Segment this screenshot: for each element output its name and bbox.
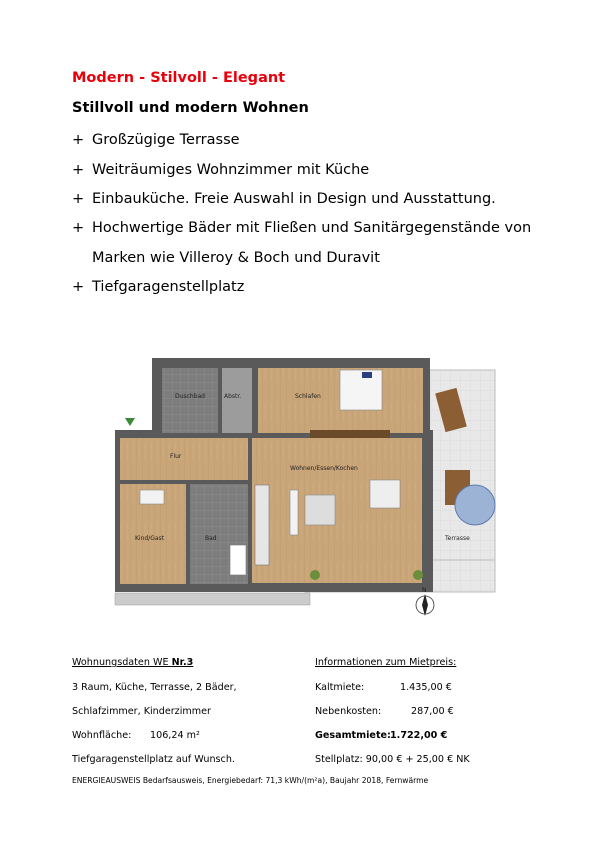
dining-table bbox=[305, 495, 335, 525]
feature-text: Einbauküche. Freie Auswahl in Design und Ausstattung. bbox=[92, 191, 496, 207]
kitchen-counter bbox=[255, 485, 269, 565]
energy-certificate: ENERGIEAUSWEIS Bedarfsausweis, Energiebedarf: 71,3 kWh/(m²a), Baujahr 2018, Fernwärme bbox=[72, 776, 429, 785]
room-label: Kind/Gast bbox=[135, 535, 165, 542]
extra-costs-label: Nebenkosten: bbox=[315, 706, 382, 717]
area-label: Wohnfläche: bbox=[72, 730, 132, 741]
railing bbox=[115, 593, 310, 605]
room-label: Bad bbox=[205, 535, 217, 542]
apartment-title-prefix: Wohnungsdaten WE bbox=[72, 657, 172, 668]
room-living bbox=[252, 438, 422, 583]
feature-item bbox=[72, 162, 369, 178]
room-label: Duschbad bbox=[175, 393, 205, 400]
room-label: Terrasse bbox=[445, 535, 470, 542]
feature-text: Hochwertige Bäder mit Fließen und Sanitärgegenstände von bbox=[92, 220, 532, 236]
plus-bullet: + bbox=[72, 132, 85, 148]
room-storage bbox=[222, 368, 252, 433]
bed bbox=[340, 370, 382, 410]
room-label: Schlafen bbox=[295, 393, 321, 400]
bathtub bbox=[230, 545, 246, 575]
plus-bullet: + bbox=[72, 279, 85, 295]
plus-bullet: + bbox=[72, 162, 85, 178]
apartment-rooms-2: Schlafzimmer, Kinderzimmer bbox=[72, 706, 211, 717]
plus-bullet: + bbox=[72, 220, 85, 236]
parking-note: Tiefgaragenstellplatz auf Wunsch. bbox=[72, 754, 235, 765]
cold-rent-label: Kaltmiete: bbox=[315, 682, 365, 693]
subheadline: Stillvoll und modern Wohnen bbox=[72, 100, 309, 116]
feature-item bbox=[72, 279, 244, 295]
area-value: 106,24 m² bbox=[150, 730, 200, 741]
total-rent-value: 1.722,00 € bbox=[390, 730, 448, 741]
child-bed bbox=[140, 490, 164, 504]
apartment-title bbox=[72, 657, 193, 668]
apartment-number: Nr.3 bbox=[171, 657, 194, 668]
pillow bbox=[362, 372, 372, 378]
room-label: Abstr. bbox=[224, 393, 242, 400]
parasol bbox=[455, 485, 495, 525]
floor-plan bbox=[100, 350, 500, 620]
plant bbox=[413, 570, 423, 580]
total-rent-label: Gesamtmiete: bbox=[315, 730, 391, 741]
parking-rent: Stellplatz: 90,00 € + 25,00 € NK bbox=[315, 754, 470, 765]
headline: Modern - Stilvoll - Elegant bbox=[72, 70, 286, 86]
sofa bbox=[370, 480, 400, 508]
kitchen-island bbox=[290, 490, 298, 535]
rent-title: Informationen zum Mietpreis: bbox=[315, 657, 457, 668]
feature-text: Tiefgaragenstellplatz bbox=[92, 279, 245, 295]
feature-item bbox=[72, 191, 496, 207]
extra-costs-value: 287,00 € bbox=[411, 706, 454, 717]
room-label: Wohnen/Essen/Kochen bbox=[290, 465, 358, 472]
compass-north-label: N bbox=[422, 587, 427, 594]
feature-text: Großzügige Terrasse bbox=[92, 132, 240, 148]
feature-text: Weiträumiges Wohnzimmer mit Küche bbox=[92, 162, 370, 178]
entry-arrow-icon bbox=[125, 418, 135, 426]
plant bbox=[310, 570, 320, 580]
cold-rent-value: 1.435,00 € bbox=[400, 682, 452, 693]
wardrobe bbox=[310, 430, 390, 438]
feature-item bbox=[72, 220, 531, 236]
plus-bullet: + bbox=[72, 191, 85, 207]
room-hall bbox=[120, 438, 248, 480]
room-shower bbox=[162, 368, 218, 433]
feature-text-continued: Marken wie Villeroy & Boch und Duravit bbox=[92, 250, 380, 266]
apartment-rooms: 3 Raum, Küche, Terrasse, 2 Bäder, bbox=[72, 682, 237, 693]
room-label: Flur bbox=[170, 453, 182, 460]
feature-item bbox=[72, 132, 240, 148]
